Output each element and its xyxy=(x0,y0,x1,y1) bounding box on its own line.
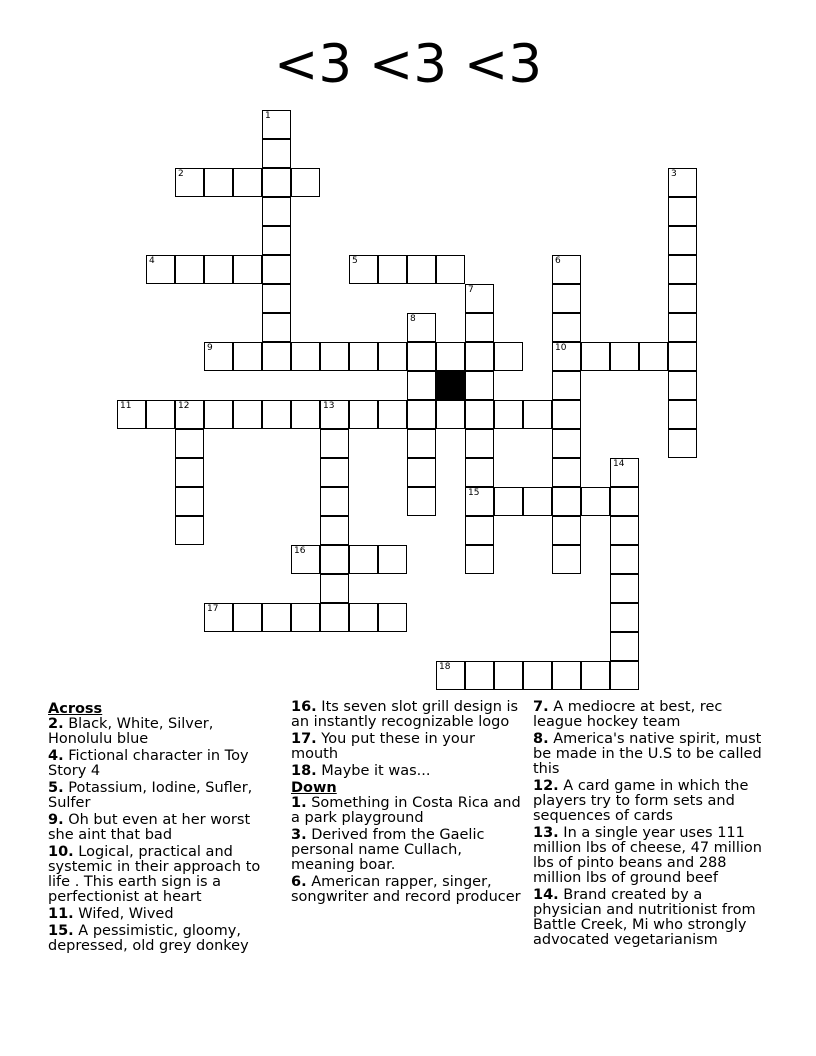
grid-cell[interactable] xyxy=(291,400,320,429)
grid-cell[interactable] xyxy=(552,400,581,429)
grid-cell[interactable] xyxy=(262,255,291,284)
grid-cell[interactable] xyxy=(204,342,233,371)
grid-cell[interactable] xyxy=(117,400,146,429)
clue-column-1 xyxy=(48,700,280,956)
grid-cell[interactable] xyxy=(552,661,581,690)
black-square xyxy=(436,371,465,400)
grid-cell[interactable] xyxy=(175,255,204,284)
grid-cell[interactable] xyxy=(610,458,639,487)
grid-cell[interactable] xyxy=(610,545,639,574)
clue-down-8: 8. America's native spirit, must be made in the U.S to be called this xyxy=(533,731,762,777)
clue-number: 9 xyxy=(207,343,213,353)
clue-across-11: 11. Wifed, Wived xyxy=(48,906,174,922)
grid-cell[interactable] xyxy=(465,400,494,429)
grid-cell[interactable] xyxy=(465,371,494,400)
grid-cell[interactable] xyxy=(407,342,436,371)
grid-cell[interactable] xyxy=(233,603,262,632)
grid-cell[interactable] xyxy=(465,487,494,516)
grid-cell[interactable] xyxy=(233,168,262,197)
grid-cell[interactable] xyxy=(349,255,378,284)
clue-down-6: 6. American rapper, singer, songwriter and record producer xyxy=(291,874,521,905)
clue-number: 4 xyxy=(149,256,155,266)
grid-cell[interactable] xyxy=(610,603,639,632)
grid-cell[interactable] xyxy=(320,603,349,632)
grid-cell[interactable] xyxy=(668,313,697,342)
grid-cell[interactable] xyxy=(378,342,407,371)
grid-cell[interactable] xyxy=(320,545,349,574)
grid-cell[interactable] xyxy=(291,342,320,371)
grid-cell[interactable] xyxy=(320,400,349,429)
clue-across-2: 2. Black, White, Silver, Honolulu blue xyxy=(48,716,214,747)
grid-cell[interactable] xyxy=(668,284,697,313)
grid-cell[interactable] xyxy=(233,255,262,284)
clue-number: 5 xyxy=(352,256,358,266)
grid-cell[interactable] xyxy=(552,487,581,516)
grid-cell[interactable] xyxy=(610,342,639,371)
grid-cell[interactable] xyxy=(146,255,175,284)
grid-cell[interactable] xyxy=(668,400,697,429)
clue-number: 12 xyxy=(178,401,190,411)
clue-number: 10 xyxy=(555,343,567,353)
grid-cell[interactable] xyxy=(581,661,610,690)
grid-cell[interactable] xyxy=(233,342,262,371)
grid-cell[interactable] xyxy=(523,661,552,690)
grid-cell[interactable] xyxy=(320,342,349,371)
grid-cell[interactable] xyxy=(320,574,349,603)
grid-cell[interactable] xyxy=(610,487,639,516)
clue-down-12: 12. A card game in which the players try to form sets and sequences of cards xyxy=(533,778,749,824)
grid-cell[interactable] xyxy=(552,545,581,574)
grid-cell[interactable] xyxy=(407,429,436,458)
grid-cell[interactable] xyxy=(291,168,320,197)
grid-cell[interactable] xyxy=(262,226,291,255)
grid-cell[interactable] xyxy=(320,458,349,487)
clue-number: 17 xyxy=(207,604,219,614)
grid-cell[interactable] xyxy=(436,661,465,690)
grid-cell[interactable] xyxy=(465,284,494,313)
grid-cell[interactable] xyxy=(407,313,436,342)
grid-cell[interactable] xyxy=(610,632,639,661)
grid-cell[interactable] xyxy=(262,197,291,226)
clue-across-4: 4. Fictional character in Toy Story 4 xyxy=(48,748,249,779)
grid-cell[interactable] xyxy=(175,487,204,516)
grid-cell[interactable] xyxy=(581,487,610,516)
grid-cell[interactable] xyxy=(146,400,175,429)
grid-cell[interactable] xyxy=(262,139,291,168)
grid-cell[interactable] xyxy=(204,255,233,284)
grid-cell[interactable] xyxy=(494,487,523,516)
clue-number: 1 xyxy=(265,111,271,121)
grid-cell[interactable] xyxy=(407,458,436,487)
grid-cell[interactable] xyxy=(494,342,523,371)
clue-number: 6 xyxy=(555,256,561,266)
grid-cell[interactable] xyxy=(552,284,581,313)
grid-cell[interactable] xyxy=(378,603,407,632)
grid-cell[interactable] xyxy=(407,487,436,516)
grid-cell[interactable] xyxy=(581,342,610,371)
clue-number: 3 xyxy=(671,169,677,179)
clue-down-3: 3. Derived from the Gaelic personal name Cullach, meaning boar. xyxy=(291,827,485,873)
grid-cell[interactable] xyxy=(668,371,697,400)
grid-cell[interactable] xyxy=(262,168,291,197)
clue-number: 11 xyxy=(120,401,132,411)
grid-cell[interactable] xyxy=(407,371,436,400)
clue-number: 13 xyxy=(323,401,335,411)
grid-cell[interactable] xyxy=(407,400,436,429)
grid-cell[interactable] xyxy=(175,168,204,197)
grid-cell[interactable] xyxy=(465,429,494,458)
grid-cell[interactable] xyxy=(291,545,320,574)
clue-down-7: 7. A mediocre at best, rec league hockey team xyxy=(533,699,723,730)
puzzle-title: <3 <3 <3 xyxy=(273,34,543,95)
clue-number: 7 xyxy=(468,285,474,295)
grid-cell[interactable] xyxy=(465,545,494,574)
grid-cell[interactable] xyxy=(262,400,291,429)
clue-across-10: 10. Logical, practical and systemic in their approach to life . This earth sign is a perfectionist at heart xyxy=(48,844,261,905)
grid-cell[interactable] xyxy=(552,516,581,545)
grid-cell[interactable] xyxy=(436,342,465,371)
clue-down-14: 14. Brand created by a physician and nutritionist from Battle Creek, Mi who strongly advocated vegetarianism xyxy=(533,887,756,948)
grid-cell[interactable] xyxy=(175,400,204,429)
grid-cell[interactable] xyxy=(668,255,697,284)
clue-down-13: 13. In a single year uses 111 million lbs of cheese, 47 million lbs of pinto beans and 288 million lbs of ground beef xyxy=(533,825,762,886)
grid-cell[interactable] xyxy=(320,429,349,458)
grid-cell[interactable] xyxy=(552,371,581,400)
clue-across-17: 17. You put these in your mouth xyxy=(291,731,475,762)
clue-column-2 xyxy=(291,700,523,907)
grid-cell[interactable] xyxy=(436,255,465,284)
clue-number: 2 xyxy=(178,169,184,179)
grid-cell[interactable] xyxy=(378,400,407,429)
grid-cell[interactable] xyxy=(262,603,291,632)
grid-cell[interactable] xyxy=(378,255,407,284)
clue-number: 18 xyxy=(439,662,451,672)
clue-across-18: 18. Maybe it was... xyxy=(291,763,431,779)
grid-cell[interactable] xyxy=(465,516,494,545)
grid-cell[interactable] xyxy=(349,400,378,429)
grid-cell[interactable] xyxy=(552,458,581,487)
grid-cell[interactable] xyxy=(552,429,581,458)
grid-cell[interactable] xyxy=(552,313,581,342)
grid-cell[interactable] xyxy=(378,545,407,574)
grid-cell[interactable] xyxy=(262,110,291,139)
grid-cell[interactable] xyxy=(523,400,552,429)
grid-cell[interactable] xyxy=(262,313,291,342)
clue-number: 8 xyxy=(410,314,416,324)
grid-cell[interactable] xyxy=(639,342,668,371)
grid-cell[interactable] xyxy=(552,342,581,371)
grid-cell[interactable] xyxy=(436,400,465,429)
clue-across-15: 15. A pessimistic, gloomy, depressed, old grey donkey xyxy=(48,923,249,954)
grid-cell[interactable] xyxy=(668,168,697,197)
grid-cell[interactable] xyxy=(610,516,639,545)
grid-cell[interactable] xyxy=(494,400,523,429)
grid-cell[interactable] xyxy=(291,603,320,632)
grid-cell[interactable] xyxy=(668,342,697,371)
grid-cell[interactable] xyxy=(465,313,494,342)
grid-cell[interactable] xyxy=(668,197,697,226)
clue-number: 16 xyxy=(294,546,306,556)
grid-cell[interactable] xyxy=(320,487,349,516)
clue-across-5: 5. Potassium, Iodine, Sufler, Sulfer xyxy=(48,780,253,811)
grid-cell[interactable] xyxy=(175,458,204,487)
grid-cell[interactable] xyxy=(233,400,262,429)
grid-cell[interactable] xyxy=(204,603,233,632)
grid-cell[interactable] xyxy=(349,545,378,574)
across-heading: Across xyxy=(48,701,103,717)
grid-cell[interactable] xyxy=(262,342,291,371)
grid-cell[interactable] xyxy=(668,226,697,255)
grid-cell[interactable] xyxy=(465,458,494,487)
grid-cell[interactable] xyxy=(407,255,436,284)
grid-cell[interactable] xyxy=(610,574,639,603)
grid-cell[interactable] xyxy=(523,487,552,516)
down-heading: Down xyxy=(291,780,337,796)
clue-down-1: 1. Something in Costa Rica and a park playground xyxy=(291,795,521,826)
grid-cell[interactable] xyxy=(320,516,349,545)
grid-cell[interactable] xyxy=(204,400,233,429)
grid-cell[interactable] xyxy=(349,342,378,371)
clue-across-16: 16. Its seven slot grill design is an instantly recognizable logo xyxy=(291,699,519,730)
grid-cell[interactable] xyxy=(494,661,523,690)
clue-column-3 xyxy=(533,700,773,950)
grid-cell[interactable] xyxy=(465,342,494,371)
grid-cell[interactable] xyxy=(349,603,378,632)
grid-cell[interactable] xyxy=(610,661,639,690)
grid-cell[interactable] xyxy=(668,429,697,458)
clue-number: 15 xyxy=(468,488,480,498)
grid-cell[interactable] xyxy=(175,429,204,458)
grid-cell[interactable] xyxy=(552,255,581,284)
clue-across-9: 9. Oh but even at her worst she aint that bad xyxy=(48,812,251,843)
clue-number: 14 xyxy=(613,459,625,469)
grid-cell[interactable] xyxy=(204,168,233,197)
grid-cell[interactable] xyxy=(262,284,291,313)
grid-cell[interactable] xyxy=(175,516,204,545)
grid-cell[interactable] xyxy=(465,661,494,690)
